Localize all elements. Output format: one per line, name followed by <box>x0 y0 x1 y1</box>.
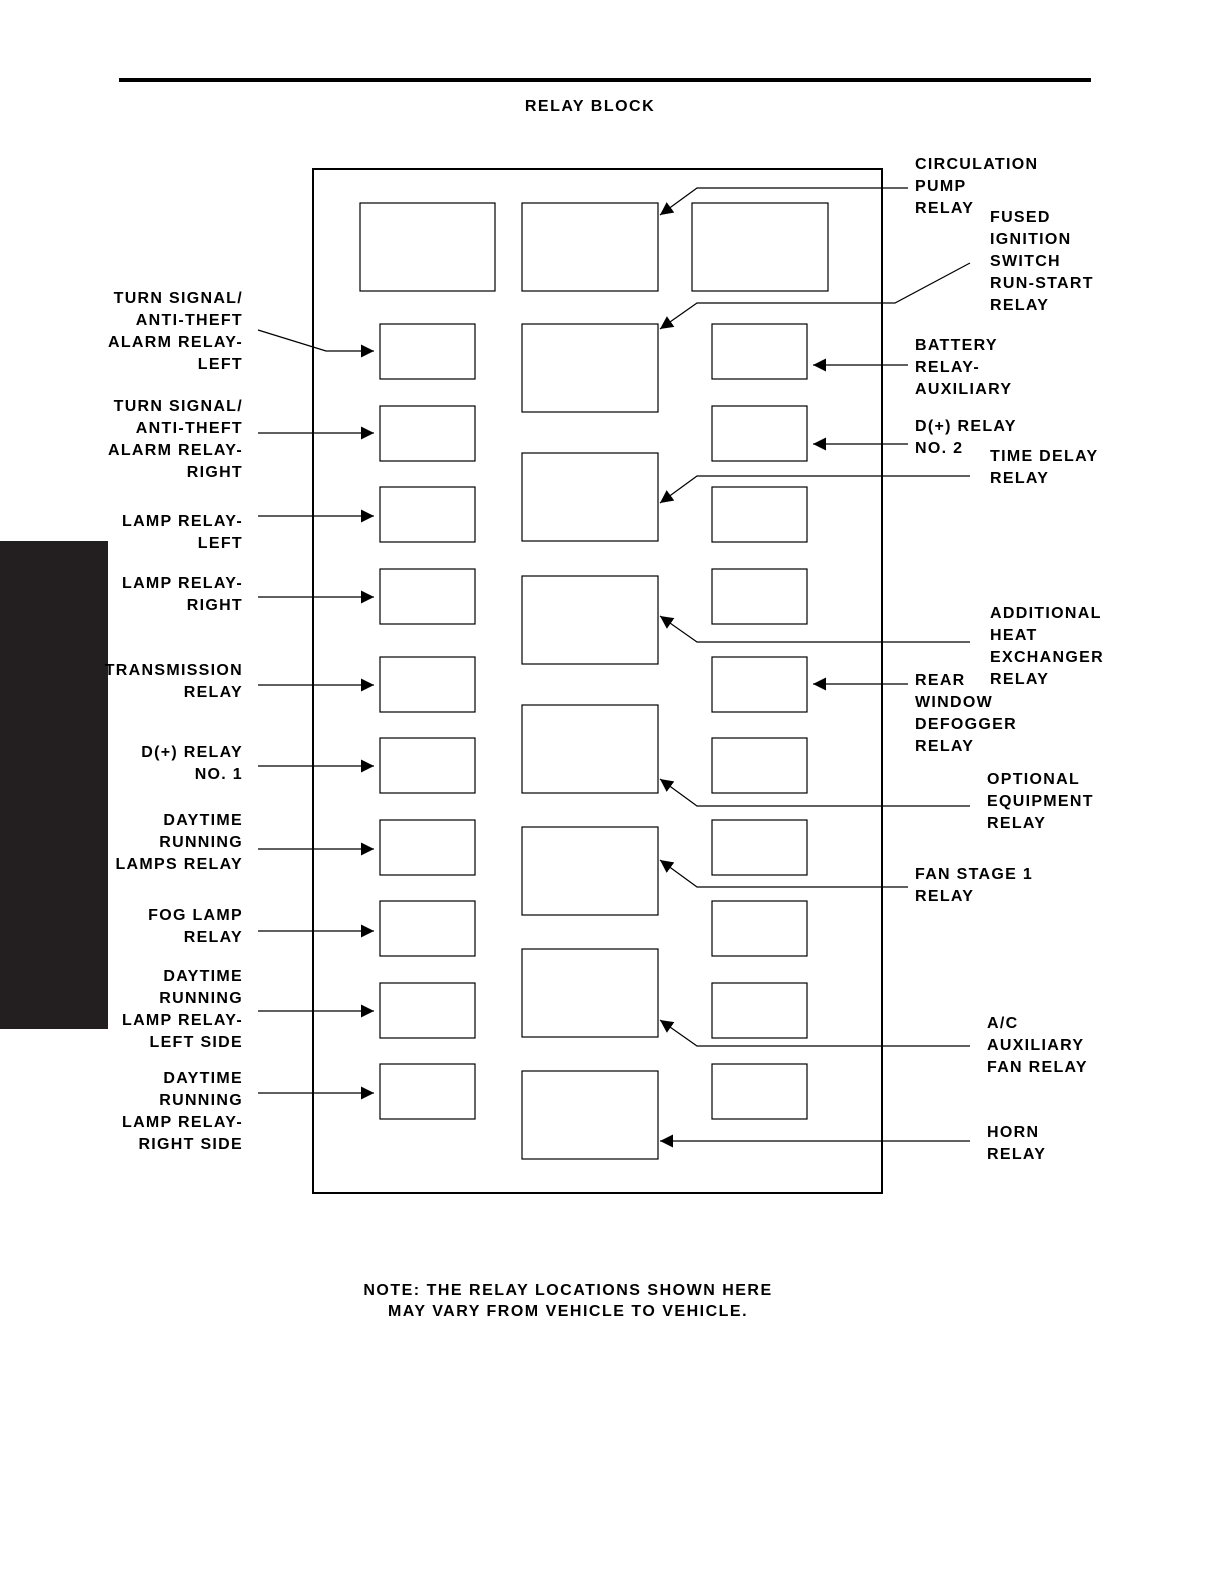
label-additional-heat: ADDITIONAL HEAT EXCHANGER RELAY <box>990 605 1104 688</box>
label-time-delay: TIME DELAY RELAY <box>990 448 1099 487</box>
leader-fused-ignition <box>660 263 970 329</box>
footer-note-line-1: NOTE: THE RELAY LOCATIONS SHOWN HERE <box>363 1282 773 1299</box>
relay-slot-right-10 <box>712 1064 807 1119</box>
label-drl-lamps: DAYTIME RUNNING LAMPS RELAY <box>115 812 243 873</box>
relay-slot-rear-window <box>712 657 807 712</box>
label-horn: HORN RELAY <box>987 1124 1047 1163</box>
relay-slot-optional-equipment <box>522 705 658 793</box>
label-turn-signal-right: TURN SIGNAL/ ANTI-THEFT ALARM RELAY- RIGHT <box>107 398 243 481</box>
relay-slot-drl-right-side <box>380 1064 475 1119</box>
relay-slot-dplus-2 <box>712 406 807 461</box>
relay-slot-lamp-right <box>380 569 475 624</box>
label-turn-signal-left: TURN SIGNAL/ ANTI-THEFT ALARM RELAY- LEFT <box>107 290 243 373</box>
relay-slot-additional-heat <box>522 576 658 664</box>
relay-slot-right-9 <box>712 983 807 1038</box>
relay-slot-fan-stage-1 <box>522 827 658 915</box>
relay-slot-right-6 <box>712 738 807 793</box>
label-rear-window: REAR WINDOW DEFOGGER RELAY <box>915 672 1017 755</box>
label-dplus-1: D(+) RELAY NO. 1 <box>141 744 243 783</box>
relay-slot-turn-signal-right <box>380 406 475 461</box>
label-optional-equipment: OPTIONAL EQUIPMENT RELAY <box>987 771 1094 832</box>
label-ac-aux-fan: A/C AUXILIARY FAN RELAY <box>987 1015 1088 1076</box>
label-dplus-2: D(+) RELAY NO. 2 <box>915 418 1017 457</box>
label-drl-right-side: DAYTIME RUNNING LAMP RELAY- RIGHT SIDE <box>122 1070 243 1153</box>
leader-fan-stage-1 <box>660 860 908 887</box>
leader-additional-heat <box>660 616 970 642</box>
relay-slot-right-7 <box>712 820 807 875</box>
relay-slot-circulation-pump <box>522 203 658 291</box>
label-battery-aux: BATTERY RELAY- AUXILIARY <box>915 337 1013 398</box>
relay-slot-dplus-1 <box>380 738 475 793</box>
relay-block-outline <box>313 169 882 1193</box>
leader-circulation-pump <box>660 188 908 215</box>
relay-slot-turn-signal-left <box>380 324 475 379</box>
label-fan-stage-1: FAN STAGE 1 RELAY <box>915 866 1034 905</box>
label-transmission: TRANSMISSION RELAY <box>104 662 243 701</box>
relay-slot-top-left <box>360 203 495 291</box>
label-drl-left-side: DAYTIME RUNNING LAMP RELAY- LEFT SIDE <box>122 968 243 1051</box>
relay-slot-battery-aux <box>712 324 807 379</box>
label-circulation-pump: CIRCULATION PUMP RELAY <box>915 156 1039 217</box>
relay-slot-ac-aux-fan <box>522 949 658 1037</box>
relay-slot-transmission <box>380 657 475 712</box>
label-lamp-left: LAMP RELAY- LEFT <box>122 513 243 552</box>
footer-note <box>300 1280 836 1322</box>
leader-ac-aux-fan <box>660 1020 970 1046</box>
label-fused-ignition: FUSED IGNITION SWITCH RUN-START RELAY <box>990 209 1094 314</box>
relay-slot-right-3 <box>712 487 807 542</box>
diagram-title: RELAY BLOCK <box>524 98 656 115</box>
relay-slot-fog-lamp <box>380 901 475 956</box>
leader-time-delay <box>660 476 970 503</box>
relay-slot-drl-lamps <box>380 820 475 875</box>
relay-slot-right-4 <box>712 569 807 624</box>
relay-slot-time-delay <box>522 453 658 541</box>
leader-optional-equipment <box>660 779 970 806</box>
relay-slot-drl-left-side <box>380 983 475 1038</box>
relay-slot-right-8 <box>712 901 807 956</box>
relay-slot-lamp-left <box>380 487 475 542</box>
relay-slot-fused-ignition <box>522 324 658 412</box>
label-lamp-right: LAMP RELAY- RIGHT <box>122 575 243 614</box>
leader-turn-signal-left <box>258 330 374 351</box>
relay-slot-top-right <box>692 203 828 291</box>
footer-note-line-2: MAY VARY FROM VEHICLE TO VEHICLE. <box>387 1303 749 1320</box>
label-fog-lamp: FOG LAMP RELAY <box>148 907 243 946</box>
relay-slot-horn <box>522 1071 658 1159</box>
